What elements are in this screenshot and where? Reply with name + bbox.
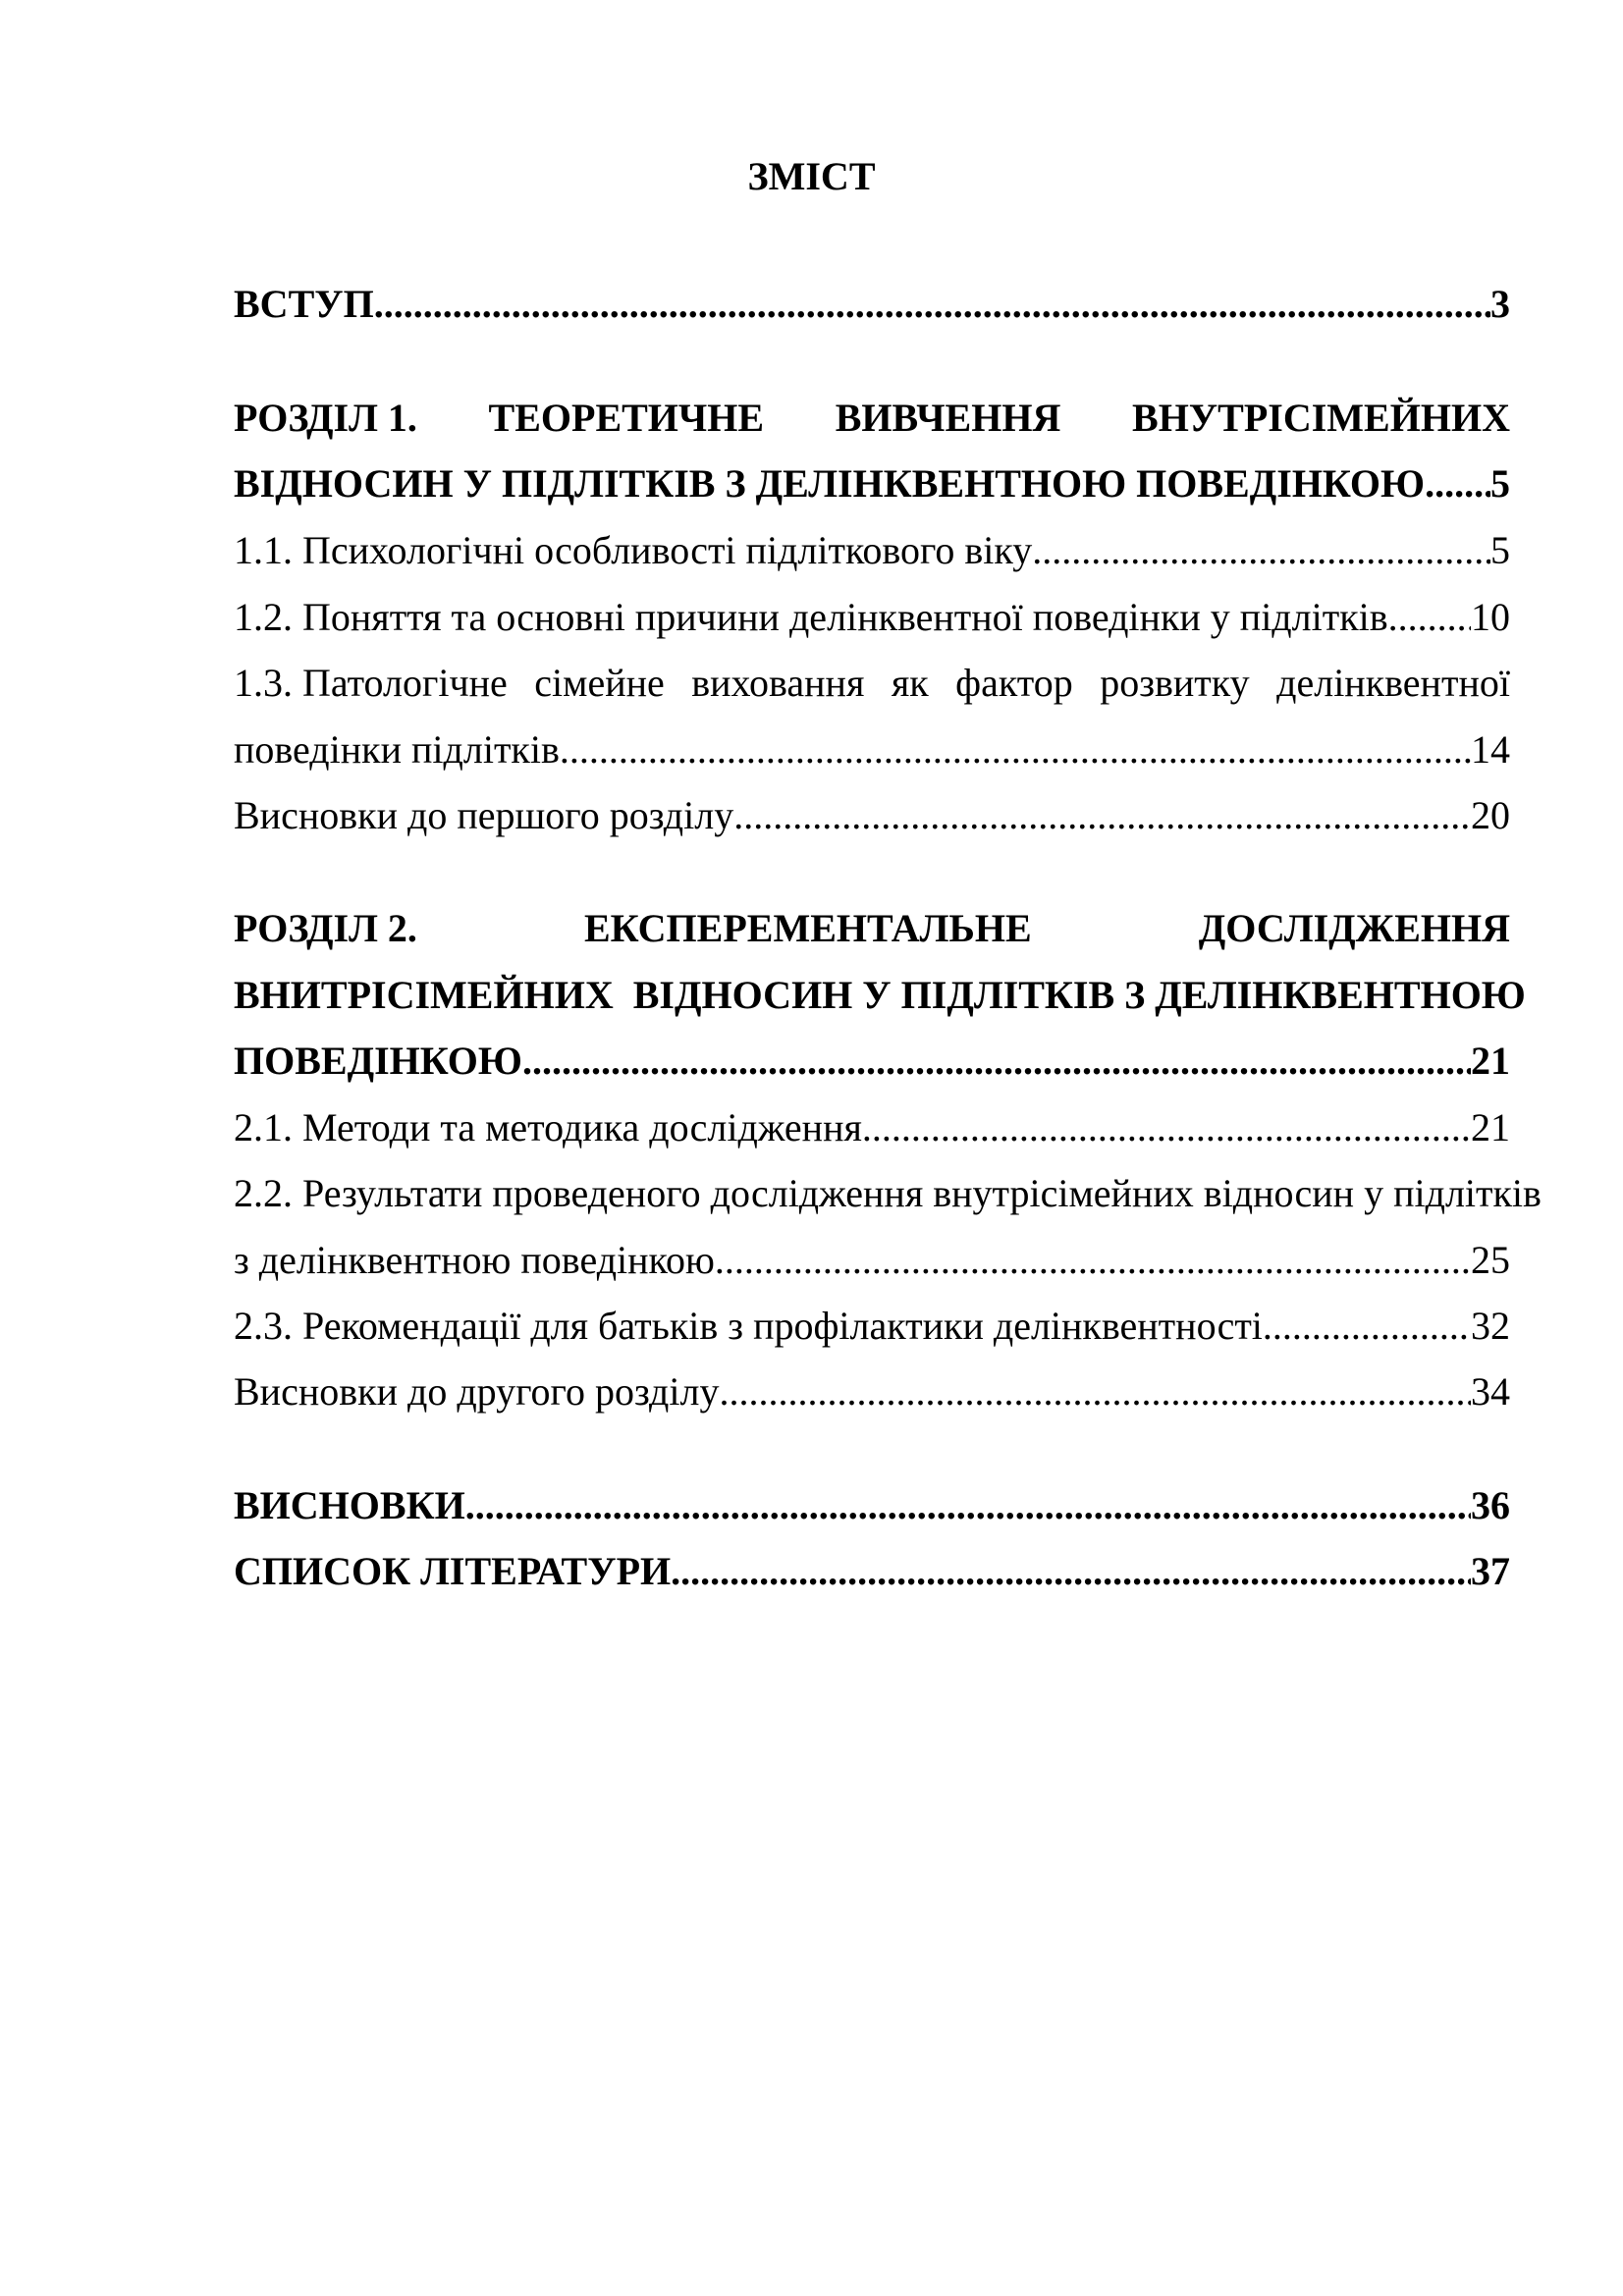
entry-word: як	[891, 661, 929, 705]
toc-page-number: 3	[1490, 282, 1510, 326]
dot-leader	[522, 1034, 1471, 1089]
dot-leader	[1388, 590, 1471, 645]
dot-leader	[862, 1100, 1471, 1155]
entry-word: фактор	[955, 661, 1073, 705]
entry-word: делінквентної	[1276, 661, 1510, 705]
dot-leader	[1263, 1299, 1471, 1354]
toc-entry-chapter1-conclusion[interactable]	[234, 788, 1510, 843]
heading-word: РОЗДІЛ 2.	[234, 906, 417, 950]
toc-page-number: 21	[1471, 1039, 1510, 1083]
toc-page-number: 5	[1490, 528, 1510, 572]
toc-chapter1-heading[interactable]	[234, 391, 1510, 446]
toc-entry-text: ВІДНОСИН У ПІДЛІТКІВ З ДЕЛІНКВЕНТНОЮ ПОВЕДІНКОЮ	[234, 456, 1425, 511]
heading-word: ЕКСПЕРЕМЕНТАЛЬНЕ	[583, 906, 1032, 950]
heading-word: ДОСЛІДЖЕННЯ	[1198, 906, 1510, 950]
toc-entry-text: ПОВЕДІНКОЮ	[234, 1034, 522, 1089]
toc-entry-references[interactable]	[234, 1544, 1510, 1599]
toc-entry-text: поведінки підлітків	[234, 722, 560, 777]
toc-entry-intro[interactable]	[234, 277, 1510, 332]
toc-page-number: 10	[1471, 595, 1510, 639]
toc-chapter2-heading-line2[interactable]: ВНИТРІСІМЕЙНИХ ВІДНОСИН У ПІДЛІТКІВ З ДЕЛІНКВЕНТНОЮ	[234, 973, 1526, 1017]
toc-entry-1-2[interactable]	[234, 590, 1510, 645]
toc-chapter2-heading-cont[interactable]	[234, 1034, 1510, 1089]
toc-entry-2-1[interactable]	[234, 1100, 1510, 1155]
dot-leader	[719, 1364, 1471, 1419]
toc-entry-text: з делінквентною поведінкою	[234, 1233, 715, 1288]
toc-entry-2-2[interactable]: 2.2. Результати проведеного дослідження внутрісімейних відносин у підлітків	[234, 1171, 1542, 1215]
toc-entry-chapter2-conclusion[interactable]	[234, 1364, 1510, 1419]
toc-entry-1-3-cont[interactable]	[234, 722, 1510, 777]
dot-leader	[1425, 456, 1490, 511]
toc-entry-text: ВСТУП	[234, 277, 374, 332]
heading-word: ВИВЧЕННЯ	[835, 396, 1061, 440]
dot-leader	[733, 788, 1471, 843]
toc-page-number: 5	[1490, 461, 1510, 506]
dot-leader	[671, 1544, 1471, 1599]
dot-leader	[715, 1233, 1471, 1288]
toc-entry-text: СПИСОК ЛІТЕРАТУРИ	[234, 1544, 671, 1599]
toc-entry-text: 1.1. Психологічні особливості підліткового віку	[234, 523, 1032, 578]
toc-page-number: 34	[1471, 1369, 1510, 1414]
toc-page-number: 14	[1471, 727, 1510, 772]
toc-entry-text: 2.3. Рекомендації для батьків з профілактики делінквентності	[234, 1299, 1263, 1354]
toc-entry-text: ВИСНОВКИ	[234, 1478, 465, 1533]
toc-entry-text: 2.1. Методи та методика дослідження	[234, 1100, 862, 1155]
toc-title: ЗМІСТ	[747, 154, 876, 198]
toc-entry-1-3[interactable]	[234, 656, 1510, 711]
entry-word: розвитку	[1100, 661, 1250, 705]
heading-word: ТЕОРЕТИЧНЕ	[488, 396, 765, 440]
toc-entry-1-1[interactable]	[234, 523, 1510, 578]
toc-entry-text: Висновки до першого розділу	[234, 788, 733, 843]
toc-page-number: 21	[1471, 1105, 1510, 1149]
toc-chapter1-heading-cont[interactable]	[234, 456, 1510, 511]
toc-entry-conclusions[interactable]	[234, 1478, 1510, 1533]
dot-leader	[560, 722, 1471, 777]
toc-entry-text: Висновки до другого розділу	[234, 1364, 719, 1419]
dot-leader	[1032, 523, 1490, 578]
toc-page-number: 37	[1471, 1549, 1510, 1593]
toc-entry-2-2-cont[interactable]	[234, 1233, 1510, 1288]
toc-page-number: 20	[1471, 793, 1510, 837]
entry-word: виховання	[691, 661, 865, 705]
toc-page-number: 32	[1471, 1304, 1510, 1348]
toc-page-number: 36	[1471, 1483, 1510, 1527]
toc-entry-2-3[interactable]	[234, 1299, 1510, 1354]
heading-word: РОЗДІЛ 1.	[234, 396, 417, 440]
toc-page-number: 25	[1471, 1238, 1510, 1282]
toc-chapter2-heading[interactable]	[234, 901, 1510, 956]
entry-word: сімейне	[534, 661, 665, 705]
entry-word: 1.3. Патологічне	[234, 661, 508, 705]
dot-leader	[465, 1478, 1471, 1533]
toc-entry-text: 1.2. Поняття та основні причини делінквентної поведінки у підлітків	[234, 590, 1388, 645]
dot-leader	[374, 277, 1490, 332]
heading-word: ВНУТРІСІМЕЙНИХ	[1132, 396, 1510, 440]
